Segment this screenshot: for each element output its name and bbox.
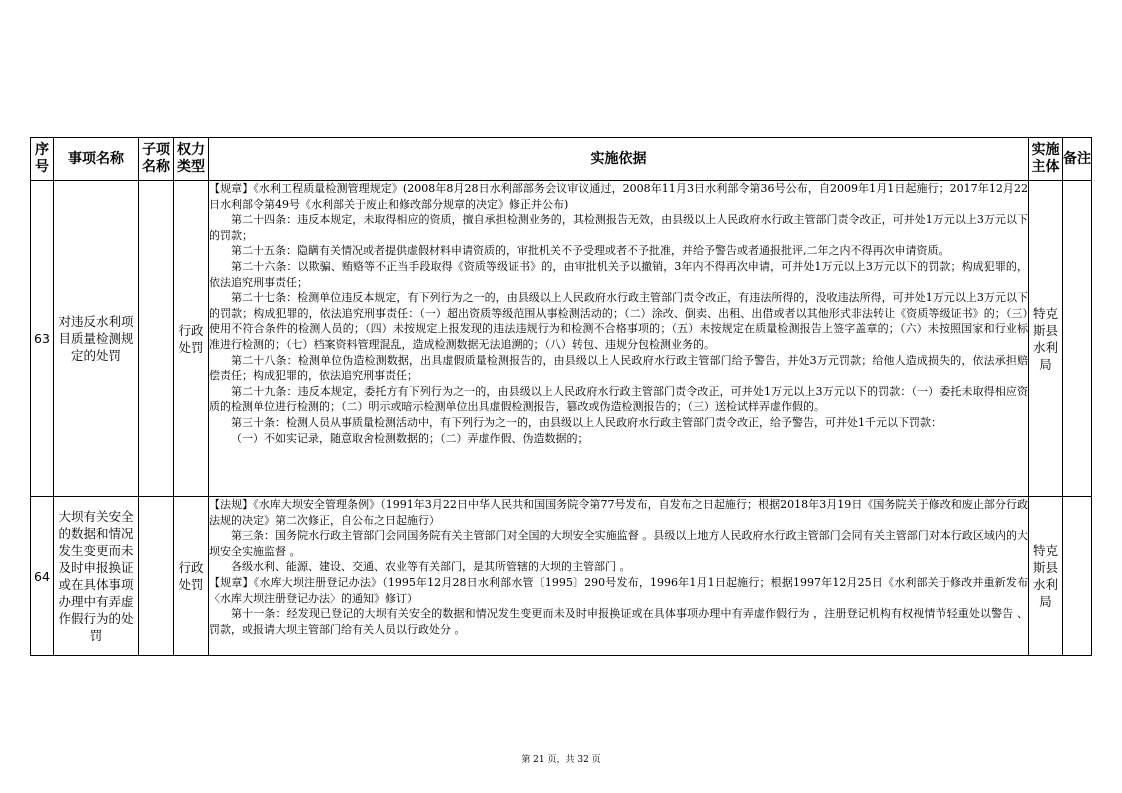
row-note <box>1063 181 1092 497</box>
row-subject: 特克斯县水利局 <box>1029 497 1063 656</box>
basis-paragraph: 第二十四条：违反本规定，未取得相应的资质，擅自承担检测业务的，其检测报告无效，由县级以上人民政府水行政主管部门责令改正，可并处1万元以上3万元以下的罚款； <box>209 213 1028 242</box>
row-sub-item <box>139 497 174 656</box>
table-row <box>31 181 1092 497</box>
basis-paragraph: 第十一条：经发现已登记的大坝有关安全的数据和情况发生变更而未及时申报换证或在具体事项办理中有弄虚作假行为 ，注册登记机构有权视情节轻重处以警告 、罚款，或报请大坝主管部门给有关人员以行政处分 。 <box>209 607 1028 636</box>
basis-paragraph: 第二十九条：违反本规定，委托方有下列行为之一的，由县级以上人民政府水行政主管部门责令改正，可并处1万元以上3万元以下的罚款：（一）委托未取得相应资质的检测单位进行检测的；（二）明示或暗示检测单位出具虚假检测报告，篡改或伪造检测报告的；（三）送检试样弄虚作假的。 <box>209 384 1028 414</box>
header-basis: 实施依据 <box>209 138 1029 181</box>
header-sub-item: 子项名称 <box>139 138 174 181</box>
header-row <box>31 138 1092 181</box>
row-sub-item <box>139 181 174 497</box>
basis-paragraph: 【法规】《水库大坝安全管理条例》（1991年3月22日中华人民共和国国务院令第77号发布，自发布之日起施行；根据2018年3月19日《国务院关于修改和废止部分行政法规的决定》第二次修正，自公布之日起施行） <box>209 498 1028 527</box>
basis-paragraph: 第二十七条：检测单位违反本规定，有下列行为之一的，由县级以上人民政府水行政主管部门责令改正，有违法所得的，没收违法所得，可并处1万元以上3万元以下的罚款；构成犯罪的，依法追究刑事责任：（一）超出资质等级范围从事检测活动的；（二）涂改、倒卖、出租、出借或者以其他形式非法转让《资质等级证书》的；（三）使用不符合条件的检测人员的；（四）未按规定上报发现的违法违规行为和检测不合格事项的；（五）未按规定在质量检测报告上签字盖章的；（六）未按照国家和行业标准进行检测的；（七）档案资料管理混乱，造成检测数据无法追溯的；（八）转包、违规分包检测业务的。 <box>209 291 1028 351</box>
header-seq: 序号 <box>31 138 54 181</box>
row-power-type: 行政处罚 <box>174 497 209 656</box>
basis-paragraph: 第二十八条：检测单位伪造检测数据，出具虚假质量检测报告的，由县级以上人民政府水行政主管部门给予警告，并处3万元罚款；给他人造成损失的，依法承担赔偿责任；构成犯罪的，依法追究刑事责任； <box>209 353 1028 383</box>
basis-paragraph: 第二十五条：隐瞒有关情况或者提供虚假材料申请资质的，审批机关不予受理或者不予批准，并给予警告或者通报批评,二年之内不得再次申请资质。 <box>231 244 950 258</box>
row-item-name: 对违反水利项目质量检测规定的处罚 <box>54 181 139 497</box>
row-basis <box>209 497 1029 656</box>
row-basis <box>209 181 1029 497</box>
header-item-name: 事项名称 <box>54 138 139 181</box>
row-power-type: 行政处罚 <box>174 181 209 497</box>
header-subject: 实施主体 <box>1029 138 1063 181</box>
basis-paragraph: 【规章】《水利工程质量检测管理规定》(2008年8月28日水利部部务会议审议通过，2008年11月3日水利部令第36号公布，自2009年1月1日起施行；2017年12月22日水利部令第49号《水利部关于废止和修改部分规章的决定》修正并公布) <box>209 182 1028 211</box>
basis-paragraph: 【规章】《水库大坝注册登记办法》（1995年12月28日水利部水管〔1995〕290号发布，1996年1月1日起施行；根据1997年12月25日《水利部关于修改并重新发布〈水库大坝注册登记办法〉的通知》修订） <box>209 575 1028 605</box>
page-number: 第 21 页，共 32 页 <box>521 755 601 765</box>
basis-paragraph: （一）不如实记录，随意取舍检测数据的；（二）弄虚作假、伪造数据的； <box>231 431 589 445</box>
row-note <box>1063 497 1092 656</box>
row-seq: 63 <box>31 181 54 497</box>
basis-paragraph: 各级水利、能源、建设、交通、农业等有关部门，是其所管辖的大坝的主管部门 。 <box>231 560 631 574</box>
header-note: 备注 <box>1063 138 1092 181</box>
basis-paragraph: 第三十条：检测人员从事质量检测活动中，有下列行为之一的，由县级以上人民政府水行政主管部门责令改正，给予警告，可并处1千元以下罚款： <box>231 415 942 429</box>
basis-paragraph: 第三条：国务院水行政主管部门会同国务院有关主管部门对全国的大坝安全实施监督 。县级以上地方人民政府水行政主管部门会同有关主管部门对本行政区域内的大坝安全实施监督 。 <box>209 529 1028 558</box>
power-list-table <box>30 137 1092 656</box>
table-row <box>31 497 1092 656</box>
row-subject: 特克斯县水利局 <box>1029 181 1063 497</box>
basis-paragraph: 第二十六条：以欺骗、贿赂等不正当手段取得《资质等级证书》的，由审批机关予以撤销，3年内不得再次申请，可并处1万元以上3万元以下的罚款；构成犯罪的，依法追究刑事责任； <box>209 259 1028 289</box>
header-power-type: 权力类型 <box>174 138 209 181</box>
row-seq: 64 <box>31 497 54 656</box>
row-item-name: 大坝有关安全的数据和情况发生变更而未及时申报换证或在具体事项办理中有弄虚作假行为的处罚 <box>54 497 139 656</box>
